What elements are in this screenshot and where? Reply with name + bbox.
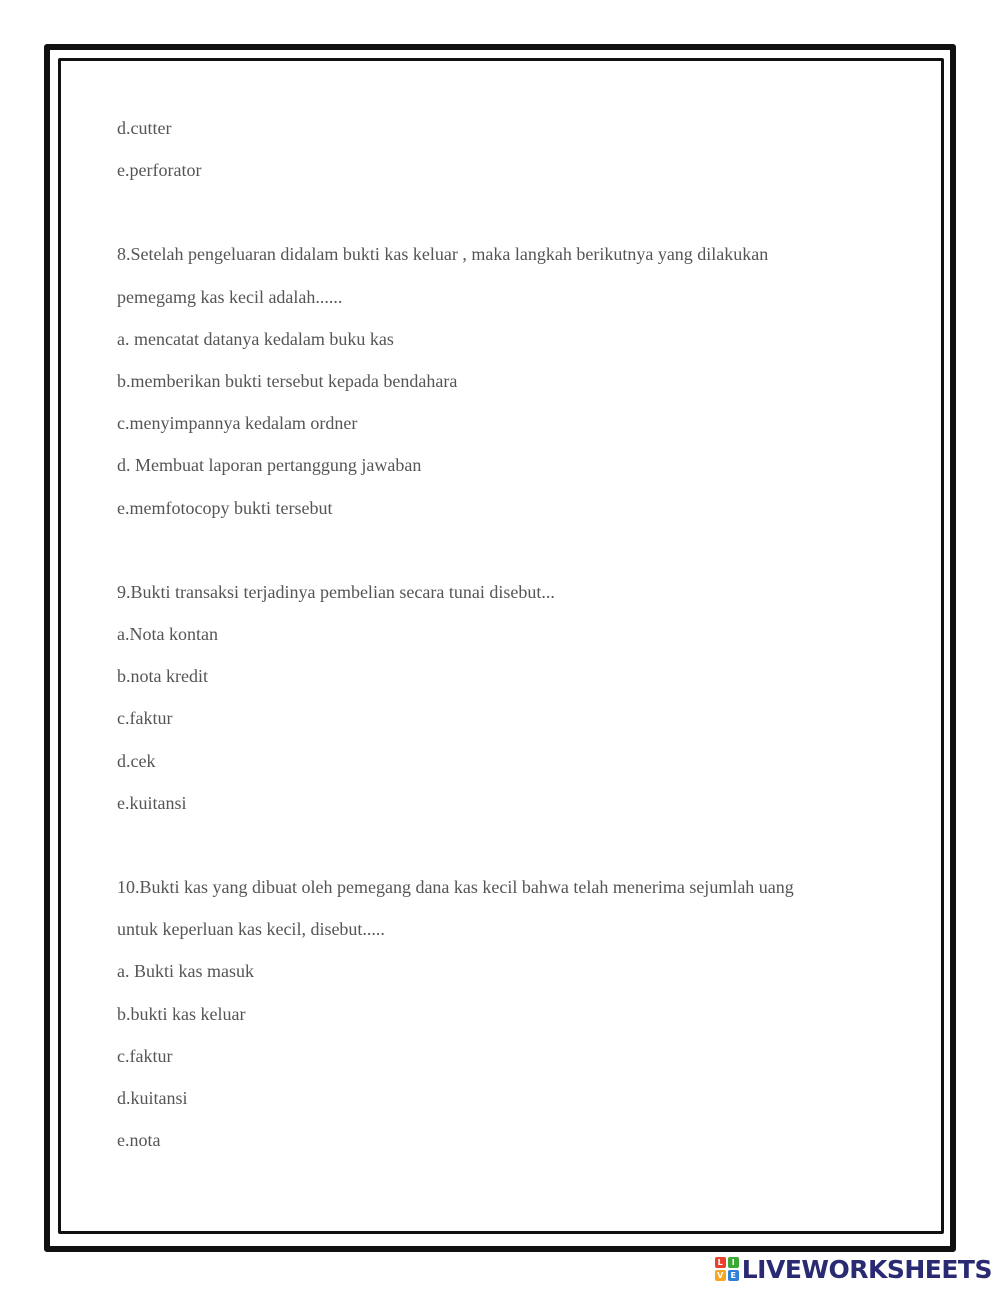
option-9c: c.faktur <box>117 708 173 728</box>
option-7e: e.perforator <box>117 160 202 180</box>
page-border-inner <box>58 58 944 1234</box>
liveworksheets-logo-icon <box>715 1257 739 1281</box>
option-10e: e.nota <box>117 1130 161 1150</box>
question-10-line-2: untuk keperluan kas kecil, disebut..... <box>117 919 385 939</box>
option-8b: b.memberikan bukti tersebut kepada bendahara <box>117 371 458 391</box>
option-7d: d.cutter <box>117 118 172 138</box>
option-9e: e.kuitansi <box>117 793 187 813</box>
option-8e: e.memfotocopy bukti tersebut <box>117 498 333 518</box>
option-8d: d. Membuat laporan pertanggung jawaban <box>117 455 422 475</box>
question-10-line-1: 10.Bukti kas yang dibuat oleh pemegang dana kas kecil bahwa telah menerima sejumlah uang <box>117 877 794 897</box>
liveworksheets-footer <box>715 1251 992 1287</box>
option-9a: a.Nota kontan <box>117 624 218 644</box>
option-8c: c.menyimpannya kedalam ordner <box>117 413 358 433</box>
option-9b: b.nota kredit <box>117 666 208 686</box>
option-10b: b.bukti kas keluar <box>117 1004 246 1024</box>
brand-name: LIVEWORKSHEETS <box>741 1254 992 1284</box>
option-10d: d.kuitansi <box>117 1088 188 1108</box>
logo-tile: I <box>728 1257 739 1268</box>
option-9d: d.cek <box>117 751 156 771</box>
logo-tile: E <box>728 1270 739 1281</box>
option-10c: c.faktur <box>117 1046 173 1066</box>
question-9: 9.Bukti transaksi terjadinya pembelian secara tunai disebut... <box>117 582 555 602</box>
logo-tile: V <box>715 1270 726 1281</box>
question-8-line-1: 8.Setelah pengeluaran didalam bukti kas keluar , maka langkah berikutnya yang dilakukan <box>117 244 769 264</box>
question-8-line-2: pemegamg kas kecil adalah...... <box>117 287 343 307</box>
option-8a: a. mencatat datanya kedalam buku kas <box>117 329 394 349</box>
option-10a: a. Bukti kas masuk <box>117 961 254 981</box>
logo-tile: L <box>715 1257 726 1268</box>
